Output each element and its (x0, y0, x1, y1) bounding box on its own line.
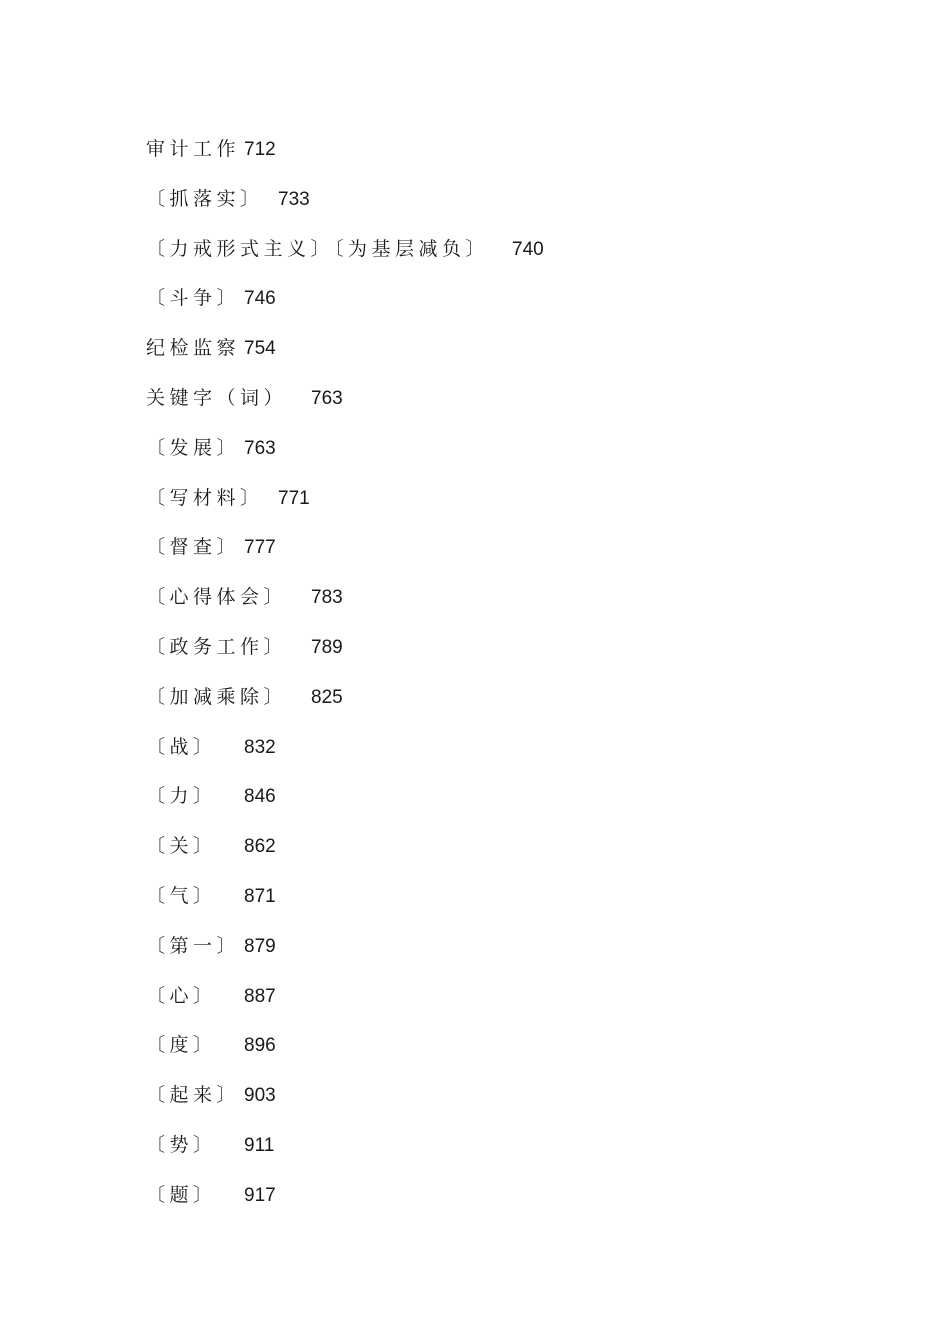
toc-entry-page: 754 (244, 338, 276, 360)
toc-entry-label: 〔关〕 (146, 835, 217, 858)
toc-entry-page: 733 (278, 188, 310, 210)
toc-entry-page: 896 (244, 1035, 276, 1057)
toc-entry (146, 485, 544, 535)
toc-entry-page: 862 (244, 836, 276, 858)
toc-entry-page: 903 (244, 1085, 276, 1107)
toc-entry (146, 933, 544, 983)
toc-entry-label: 〔写材料〕 (146, 486, 264, 509)
toc-entry-label: 〔力〕 (146, 785, 217, 808)
toc-entry-page: 763 (244, 437, 276, 459)
toc-entry (146, 734, 544, 784)
toc-entry-label: 〔题〕 (146, 1183, 217, 1206)
toc-entry (146, 883, 544, 933)
toc-entry-page: 879 (244, 935, 276, 957)
toc-entry-page: 911 (244, 1134, 275, 1156)
toc-entry (146, 136, 544, 186)
toc-entry-label: 〔加减乘除〕 (146, 685, 288, 708)
toc-entry-label: 审计工作 (146, 138, 241, 160)
toc-entry (146, 1032, 544, 1082)
toc-entry-page: 740 (512, 238, 544, 260)
toc-entry-label: 关键字（词） (146, 386, 288, 409)
toc-entry-label: 〔抓落实〕 (146, 187, 264, 210)
toc-entry-label: 纪检监察 (146, 337, 241, 360)
toc-entry (146, 285, 544, 335)
toc-entry-label: 〔心得体会〕 (146, 586, 288, 609)
toc-entry-page: 777 (244, 537, 276, 559)
toc-entry-page: 712 (244, 139, 276, 160)
toc-entry (146, 1132, 544, 1182)
toc-entry (146, 1082, 544, 1132)
toc-entry-page: 887 (244, 985, 276, 1007)
toc-entry-label: 〔势〕 (146, 1133, 217, 1156)
toc-entry-page: 746 (244, 288, 276, 310)
toc-entry-label: 〔心〕 (146, 984, 217, 1007)
toc-entry-label: 〔斗争〕 (146, 287, 241, 310)
toc-entry-page: 846 (244, 786, 276, 808)
toc-entry-page: 832 (244, 736, 276, 758)
toc-entry (146, 236, 544, 286)
toc-entry (146, 534, 544, 584)
toc-entry (146, 684, 544, 734)
toc-entry-page: 789 (311, 636, 343, 658)
toc-entry-page: 871 (244, 885, 276, 907)
toc-entry-label: 〔气〕 (146, 884, 217, 907)
toc-entry-page: 825 (311, 686, 343, 708)
table-of-contents (146, 136, 544, 1232)
toc-entry-label: 〔度〕 (146, 1034, 217, 1057)
toc-entry (146, 983, 544, 1033)
toc-entry (146, 584, 544, 634)
toc-entry-label: 〔督查〕 (146, 536, 241, 559)
toc-entry-label: 〔力戒形式主义〕〔为基层减负〕 (146, 237, 490, 260)
toc-entry (146, 435, 544, 485)
toc-entry (146, 186, 544, 236)
toc-entry (146, 335, 544, 385)
toc-entry-page: 771 (278, 487, 310, 509)
toc-entry-page: 917 (244, 1184, 276, 1206)
toc-entry-page: 783 (311, 587, 343, 609)
toc-entry (146, 833, 544, 883)
toc-entry-label: 〔发展〕 (146, 436, 241, 459)
toc-entry-label: 〔政务工作〕 (146, 635, 288, 658)
toc-entry (146, 783, 544, 833)
toc-entry (146, 1182, 544, 1232)
toc-entry (146, 634, 544, 684)
toc-entry-label: 〔起来〕 (146, 1084, 241, 1107)
toc-entry (146, 385, 544, 435)
toc-entry-page: 763 (311, 387, 343, 409)
toc-entry-label: 〔第一〕 (146, 934, 241, 957)
toc-entry-label: 〔战〕 (146, 735, 217, 758)
